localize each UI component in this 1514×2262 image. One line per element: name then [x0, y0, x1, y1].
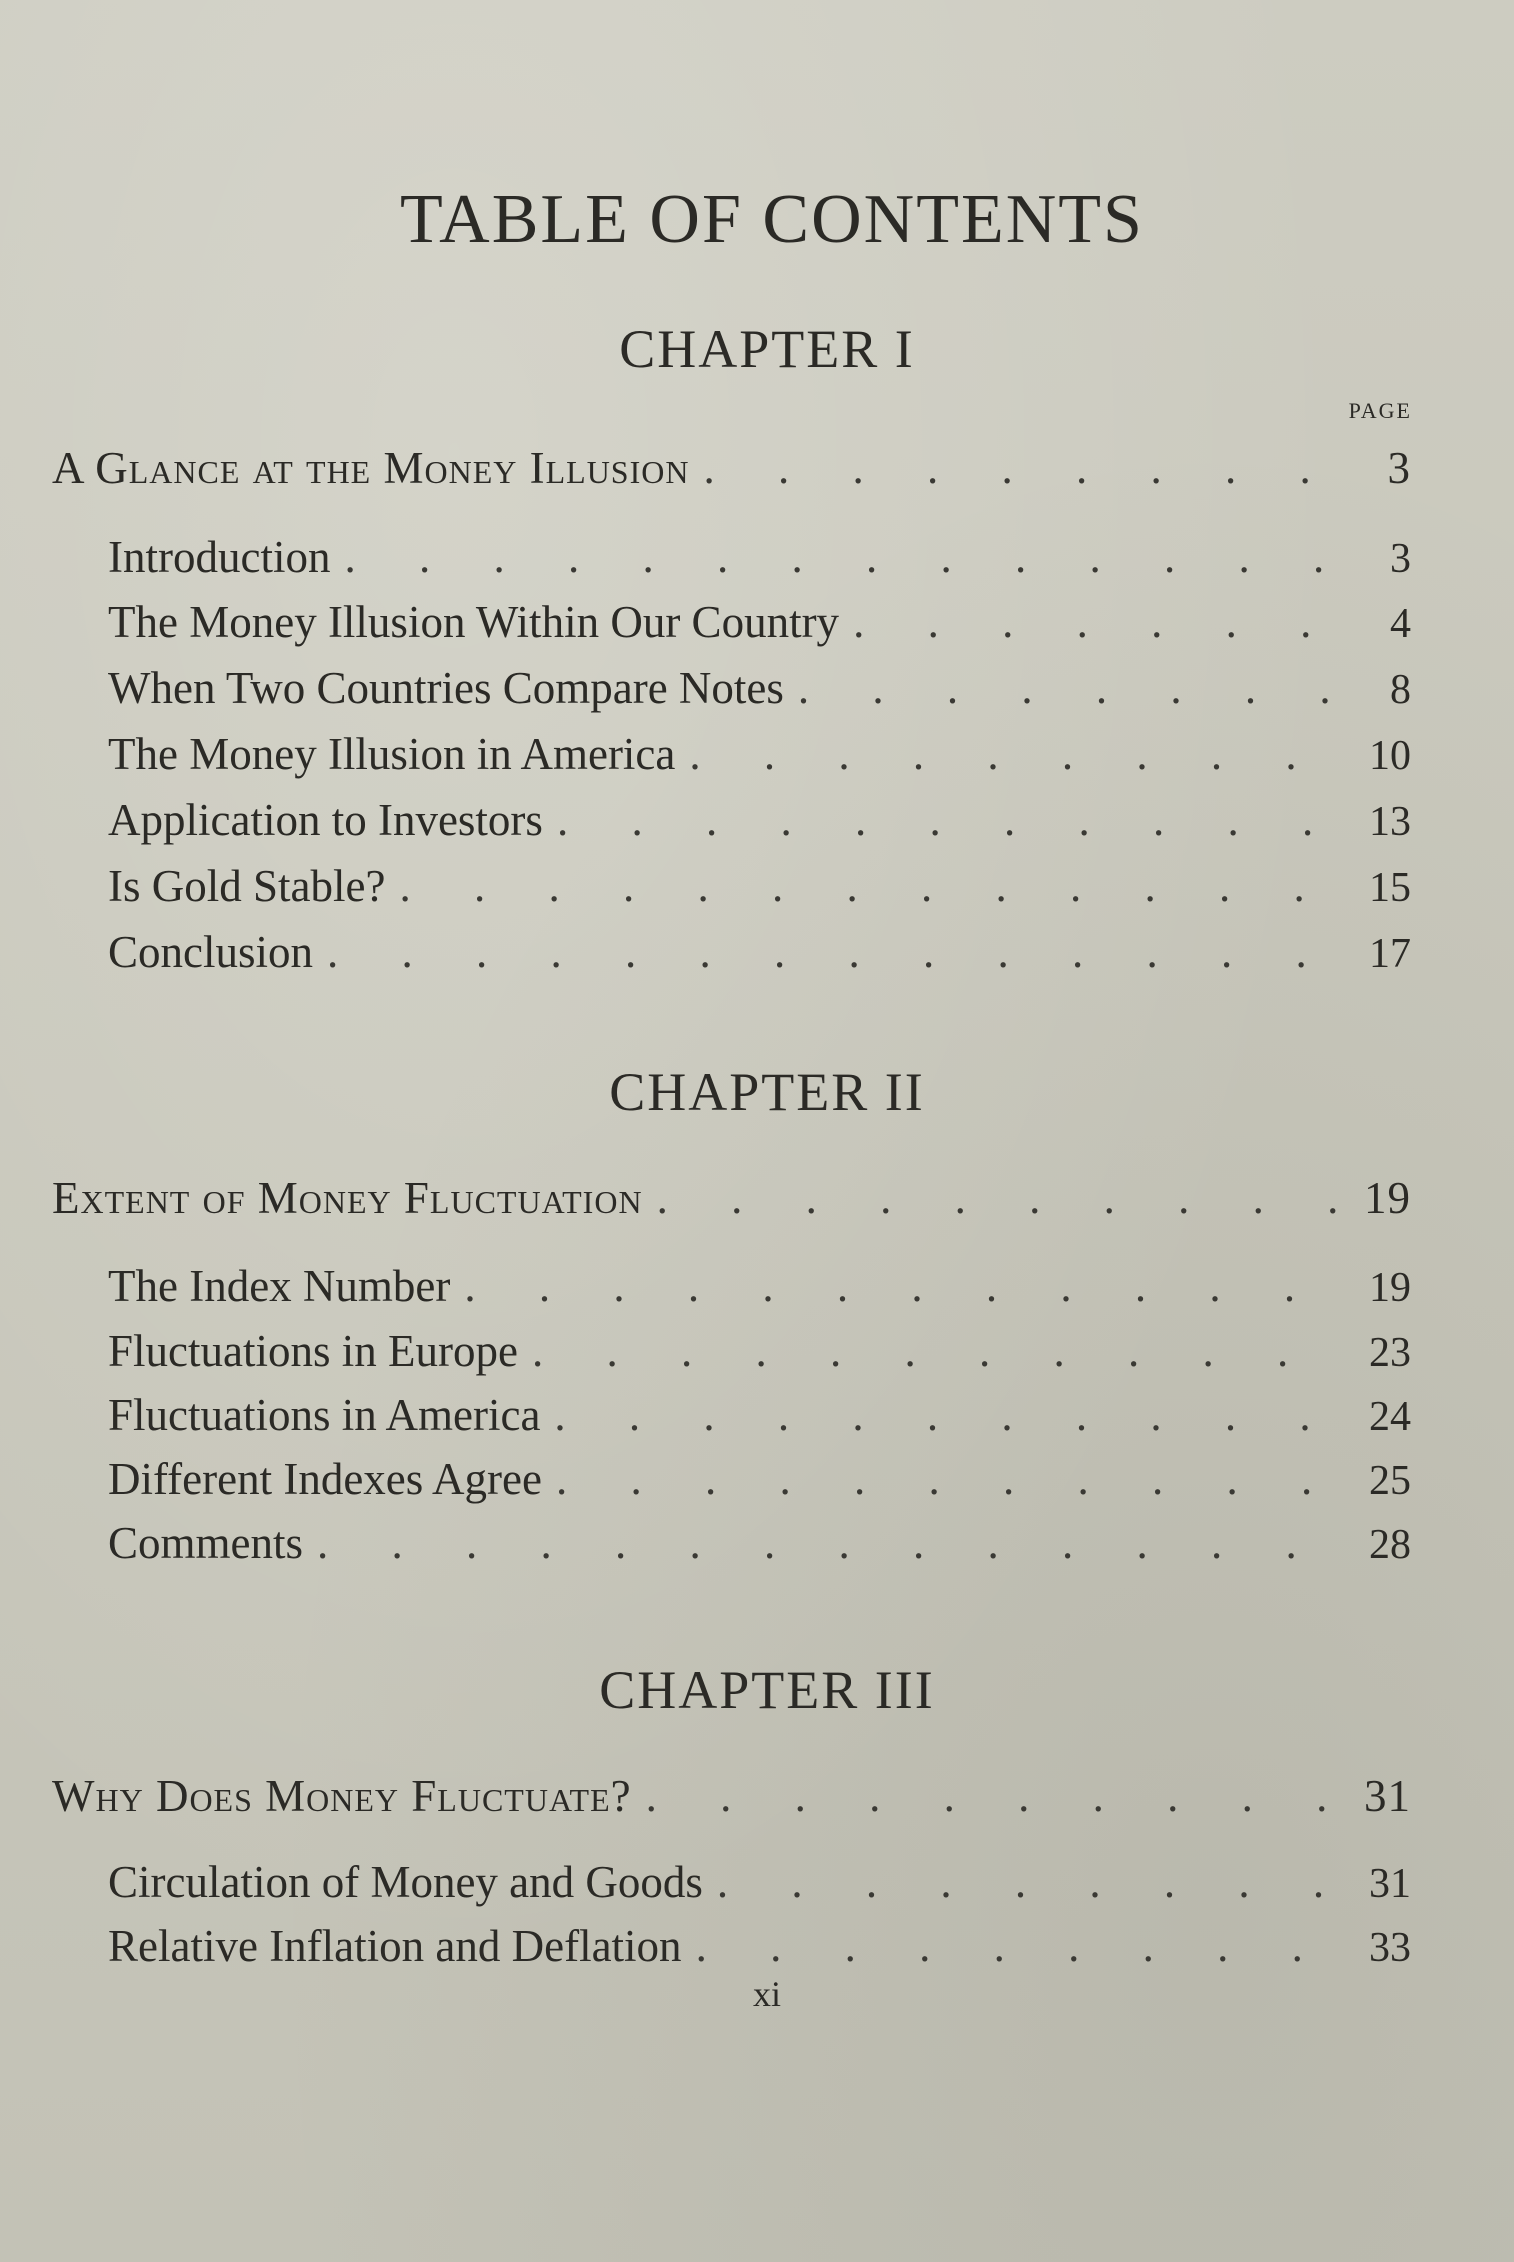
toc-entry [108, 1857, 1411, 1907]
dot-leader [399, 864, 1343, 909]
entry-title: Comments [108, 1518, 304, 1568]
entry-title: The Money Illusion in America [108, 729, 676, 779]
entry-title: Relative Inflation and Deflation [108, 1921, 682, 1971]
dot-leader [717, 1860, 1343, 1905]
dot-leader [327, 930, 1343, 975]
toc-entry [108, 1261, 1411, 1311]
page-number: 31 [1364, 1771, 1411, 1821]
toc-entry [108, 1390, 1411, 1440]
page-number: 17 [1369, 931, 1411, 977]
entry-title: The Index Number [108, 1261, 451, 1311]
toc-main-entry [52, 1771, 1411, 1821]
page-title: TABLE OF CONTENTS [400, 181, 1144, 258]
page-number: 19 [1364, 1173, 1411, 1223]
dot-leader [798, 666, 1343, 711]
entry-title: The Money Illusion Within Our Country [108, 597, 840, 647]
chapter-heading: CHAPTER III [599, 1660, 935, 1720]
page-number: 23 [1369, 1330, 1411, 1376]
dot-leader [646, 1774, 1343, 1819]
dot-leader [557, 798, 1343, 843]
entry-title: Why Does Money Fluctuate? [52, 1771, 632, 1821]
toc-entry [108, 1454, 1411, 1504]
toc-entry [108, 663, 1411, 713]
toc-entry [108, 729, 1411, 779]
page-number: 8 [1390, 667, 1411, 713]
entry-title: Fluctuations in Europe [108, 1326, 518, 1376]
entry-title: Is Gold Stable? [108, 861, 386, 911]
page-number: 13 [1369, 799, 1411, 845]
entry-title: Extent of Money Fluctuation [52, 1173, 643, 1223]
page-number: 25 [1369, 1458, 1411, 1504]
toc-entry [108, 1518, 1411, 1568]
dot-leader [317, 1521, 1343, 1566]
chapter-heading: CHAPTER I [619, 319, 915, 379]
dot-leader [464, 1264, 1343, 1309]
dot-leader [703, 446, 1343, 491]
toc-entry [108, 927, 1411, 977]
page-number: 31 [1369, 1861, 1411, 1907]
entry-title: Different Indexes Agree [108, 1454, 542, 1504]
toc-main-entry [52, 443, 1411, 493]
toc-entry [108, 1921, 1411, 1971]
toc-entry [108, 861, 1411, 911]
entry-title: Introduction [108, 532, 331, 582]
page-number: 24 [1369, 1394, 1411, 1440]
toc-entry [108, 597, 1411, 647]
page-number: 33 [1369, 1925, 1411, 1971]
entry-title: Conclusion [108, 927, 314, 977]
dot-leader [532, 1329, 1343, 1374]
entry-title: Fluctuations in America [108, 1390, 541, 1440]
page-number: 3 [1387, 443, 1411, 493]
entry-title: When Two Countries Compare Notes [108, 663, 784, 713]
page-number: 10 [1369, 733, 1411, 779]
dot-leader [689, 732, 1343, 777]
page-number: 19 [1369, 1265, 1411, 1311]
toc-entry [108, 1326, 1411, 1376]
dot-leader [344, 535, 1343, 580]
entry-title: A Glance at the Money Illusion [52, 443, 690, 493]
toc-entry [108, 532, 1411, 582]
page-number: 15 [1369, 865, 1411, 911]
page-column-label: PAGE [1348, 398, 1412, 423]
page-folio: xi [752, 1974, 781, 2014]
dot-leader [657, 1176, 1343, 1221]
toc-entry [108, 795, 1411, 845]
dot-leader [554, 1393, 1343, 1438]
page-number: 28 [1369, 1522, 1411, 1568]
entry-title: Application to Investors [108, 795, 543, 845]
toc-main-entry [52, 1173, 1411, 1223]
page-number: 4 [1390, 601, 1411, 647]
dot-leader [696, 1924, 1343, 1969]
chapter-heading: CHAPTER II [609, 1062, 925, 1122]
entry-title: Circulation of Money and Goods [108, 1857, 703, 1907]
dot-leader [853, 600, 1343, 645]
dot-leader [556, 1457, 1343, 1502]
page-number: 3 [1390, 536, 1411, 582]
